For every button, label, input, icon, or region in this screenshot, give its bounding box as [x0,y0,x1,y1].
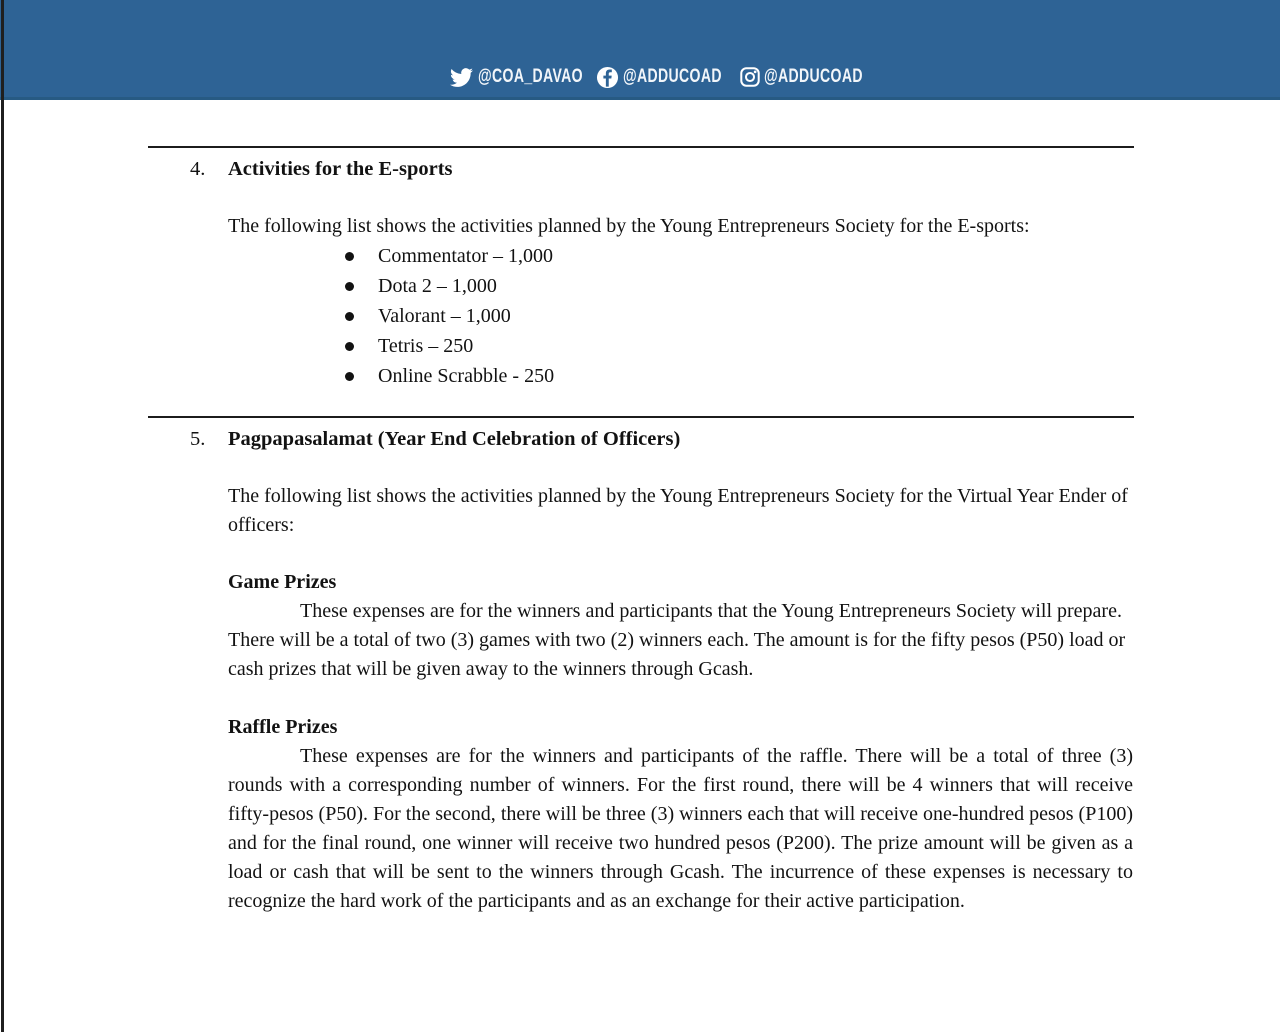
header-banner [0,0,1280,100]
raffle-prizes-heading: Raffle Prizes [228,716,338,738]
bullet-text: Commentator – 1,000 [378,245,553,267]
bullet-text: Dota 2 – 1,000 [378,275,497,297]
section-5-heading [190,425,1280,454]
section-title: Activities for the E-sports [228,158,453,180]
bullet-icon [345,252,354,261]
facebook-handle: @ADDUCOAD [623,65,722,87]
twitter-handle: @COA_DAVAO [478,65,583,87]
bullet-text: Valorant – 1,000 [378,305,511,327]
bullet-icon [345,312,354,321]
page-left-border [1,0,4,1032]
game-prizes-paragraph: These expenses are for the winners and participants that the Young Entrepreneurs Society will prepare. There will be a total of two (3) games with two (2) winners each. The amount is for the fifty pesos (P50) load or cash prizes that will be given away to the winners through Gcash. [228,600,1126,680]
document-body [0,100,1280,916]
section-number: 4. [190,158,206,180]
section-title: Pagpapasalamat (Year End Celebration of Officers) [228,428,681,450]
section-4-heading [190,155,1280,184]
bullet-icon [345,342,354,351]
twitter-icon [450,66,473,89]
list-item [345,331,1280,361]
list-item [345,241,1280,271]
instagram-icon [739,66,761,88]
raffle-prizes-paragraph: These expenses are for the winners and participants of the raffle. There will be a total of three (3) rounds with a corresponding number of winners. For the first round, there will be 4 winners that will receive fifty-pesos (P50). For the second, there will be three (3) winners each that will receive one-hundred pesos (P100) and for the final round, one winner will receive two hundred pesos (P200). The prize amount will be given as a load or cash that will be sent to the winners through Gcash. The incurrence of these expenses is necessary to recognize the hard work of the participants and as an exchange for their active participation. [228,745,1133,912]
bullet-icon [345,372,354,381]
game-prizes-heading: Game Prizes [228,571,337,593]
section-divider [148,146,1134,148]
section-divider [148,416,1134,418]
section-4-intro: The following list shows the activities planned by the Young Entrepreneurs Society for the E-sports: [228,215,1030,237]
bullet-text: Tetris – 250 [378,335,474,357]
list-item [345,361,1280,391]
esports-activity-list [345,241,1280,391]
list-item [345,271,1280,301]
bullet-icon [345,282,354,291]
section-5-intro: The following list shows the activities planned by the Young Entrepreneurs Society for the Virtual Year Ender of officers: [228,485,1128,536]
facebook-icon [596,66,619,89]
instagram-handle: @ADDUCOAD [764,65,863,87]
list-item [345,301,1280,331]
section-number: 5. [190,428,206,450]
bullet-text: Online Scrabble - 250 [378,365,555,387]
